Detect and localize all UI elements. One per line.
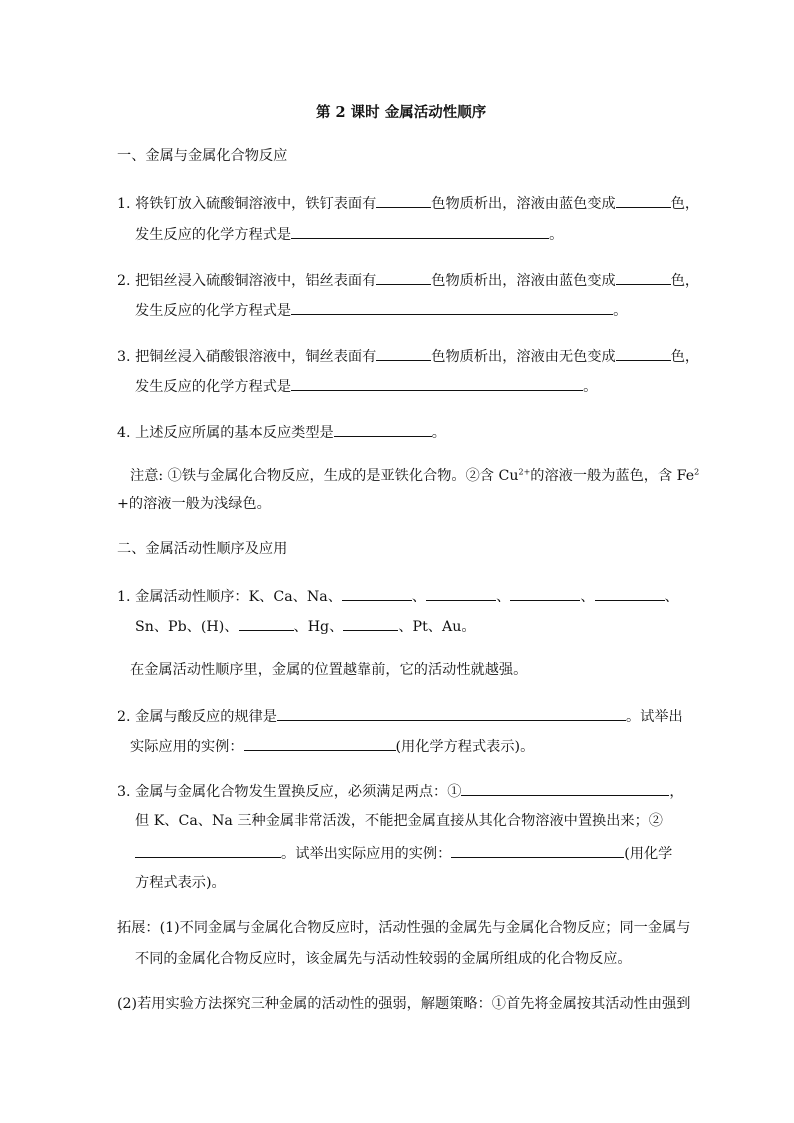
- answer-blank[interactable]: [343, 616, 398, 631]
- q-text: 。试举出: [625, 709, 683, 725]
- answer-blank[interactable]: [510, 586, 580, 601]
- q-text: 、Pt、Au。: [398, 619, 476, 635]
- q-text: Sn、Pb、(H)、: [135, 619, 239, 635]
- q-text: 。试举出实际应用的实例：: [281, 846, 452, 862]
- superscript: 2+: [518, 467, 531, 477]
- extension-line1: 拓展：(1)不同金属与金属化合物反应时，活动性强的金属先与金属化合物反应；同一金属与: [117, 920, 691, 936]
- s2-q2-line2: [130, 736, 534, 756]
- q-text: 色，: [670, 196, 700, 212]
- q-text: 。: [613, 303, 628, 319]
- q-text: 把铜丝浸入硝酸银溶液中，铜丝表面有: [135, 349, 377, 365]
- q-text: 金属与金属化合物发生置换反应，必须满足两点：①: [135, 784, 462, 800]
- q-text: 发生反应的化学方程式是: [135, 303, 292, 319]
- q-text: 色，: [670, 273, 700, 289]
- s1-q2-line1: [117, 270, 699, 290]
- q-text: 色物质析出，溶液由无色变成: [431, 349, 616, 365]
- answer-blank[interactable]: [334, 422, 432, 437]
- equation-blank[interactable]: [291, 376, 583, 391]
- note-text: 的溶液一般为蓝色，含 Fe: [530, 468, 695, 484]
- s2-q3-line4: 方程式表示)。: [135, 875, 226, 891]
- q-number: 2.: [117, 709, 131, 725]
- q-text: 色，: [670, 349, 700, 365]
- q-text: 发生反应的化学方程式是: [135, 227, 292, 243]
- answer-blank[interactable]: [376, 270, 431, 285]
- q-text: 上述反应所属的基本反应类型是: [135, 425, 334, 441]
- separator: 、: [496, 589, 511, 605]
- s2-q1-line2: [135, 616, 476, 636]
- q-text: (用化学方程式表示)。: [395, 739, 535, 755]
- equation-blank[interactable]: [244, 736, 396, 751]
- q-number: 1.: [117, 589, 131, 605]
- s2-q1-line1: [117, 586, 679, 606]
- answer-blank[interactable]: [342, 586, 412, 601]
- answer-blank[interactable]: [426, 586, 496, 601]
- q-number: 3.: [117, 349, 131, 365]
- extension-line2: 不同的金属化合物反应时，该金属先与活动性较弱的金属所组成的化合物反应。: [135, 951, 632, 967]
- superscript: 2: [694, 467, 700, 477]
- extension-line3: (2)若用实验方法探究三种金属的活动性的强弱，解题策略：①首先将金属按其活动性由强到: [117, 996, 691, 1012]
- q-text: 色物质析出，溶液由蓝色变成: [431, 196, 616, 212]
- note-text: 注意: ①铁与金属化合物反应，生成的是亚铁化合物。②含 Cu: [130, 468, 519, 484]
- answer-blank[interactable]: [461, 781, 669, 796]
- q-text: ，: [669, 784, 684, 800]
- separator: 、: [580, 589, 595, 605]
- s1-q2-line2: [135, 300, 627, 320]
- answer-blank[interactable]: [616, 270, 671, 285]
- answer-blank[interactable]: [595, 586, 665, 601]
- q-text: 把铝丝浸入硫酸铜溶液中，铝丝表面有: [135, 273, 377, 289]
- q-number: 1.: [117, 196, 131, 212]
- q-text: 金属活动性顺序：K、Ca、Na、: [135, 589, 342, 605]
- q-text: (用化学: [624, 846, 673, 862]
- separator: 、: [664, 589, 679, 605]
- section2-heading: 二、金属活动性顺序及应用: [117, 541, 288, 557]
- q-text: 。: [431, 425, 446, 441]
- answer-blank[interactable]: [135, 843, 281, 858]
- s1-q3-line1: [117, 346, 699, 366]
- s2-q2-line1: [117, 706, 683, 726]
- separator: 、: [411, 589, 427, 605]
- s2-q3-line3: [135, 843, 672, 863]
- s1-q1-line1: [117, 193, 699, 213]
- activity-rule: 在金属活动性顺序里，金属的位置越靠前，它的活动性就越强。: [130, 662, 528, 678]
- q-number: 4.: [117, 425, 131, 441]
- q-text: 金属与酸反应的规律是: [135, 709, 277, 725]
- q-number: 2.: [117, 273, 131, 289]
- section1-heading: 一、金属与金属化合物反应: [117, 148, 288, 164]
- equation-blank[interactable]: [451, 843, 624, 858]
- q-text: 、Hg、: [293, 619, 344, 635]
- s2-q3-line2: 但 K、Ca、Na 三种金属非常活泼，不能把金属直接从其化合物溶液中置换出来；②: [135, 813, 663, 829]
- q-text: 。: [583, 379, 598, 395]
- note-line1: [130, 467, 699, 485]
- equation-blank[interactable]: [291, 300, 613, 315]
- page-title: 第 2 课时 金属活动性顺序: [316, 104, 487, 121]
- answer-blank[interactable]: [616, 346, 671, 361]
- note-line2: +的溶液一般为浅绿色。: [117, 496, 271, 512]
- answer-blank[interactable]: [239, 616, 294, 631]
- answer-blank[interactable]: [376, 193, 431, 208]
- q-text: 。: [549, 227, 564, 243]
- q-text: 将铁钉放入硫酸铜溶液中，铁钉表面有: [135, 196, 377, 212]
- s1-q4: [117, 422, 446, 442]
- answer-blank[interactable]: [616, 193, 671, 208]
- answer-blank[interactable]: [376, 346, 431, 361]
- s1-q3-line2: [135, 376, 597, 396]
- equation-blank[interactable]: [291, 224, 549, 239]
- q-text: 实际应用的实例：: [130, 739, 244, 755]
- s1-q1-line2: [135, 224, 563, 244]
- answer-blank[interactable]: [277, 706, 626, 721]
- s2-q3-line1: [117, 781, 684, 801]
- q-text: 发生反应的化学方程式是: [135, 379, 292, 395]
- q-text: 色物质析出，溶液由蓝色变成: [431, 273, 616, 289]
- q-number: 3.: [117, 784, 131, 800]
